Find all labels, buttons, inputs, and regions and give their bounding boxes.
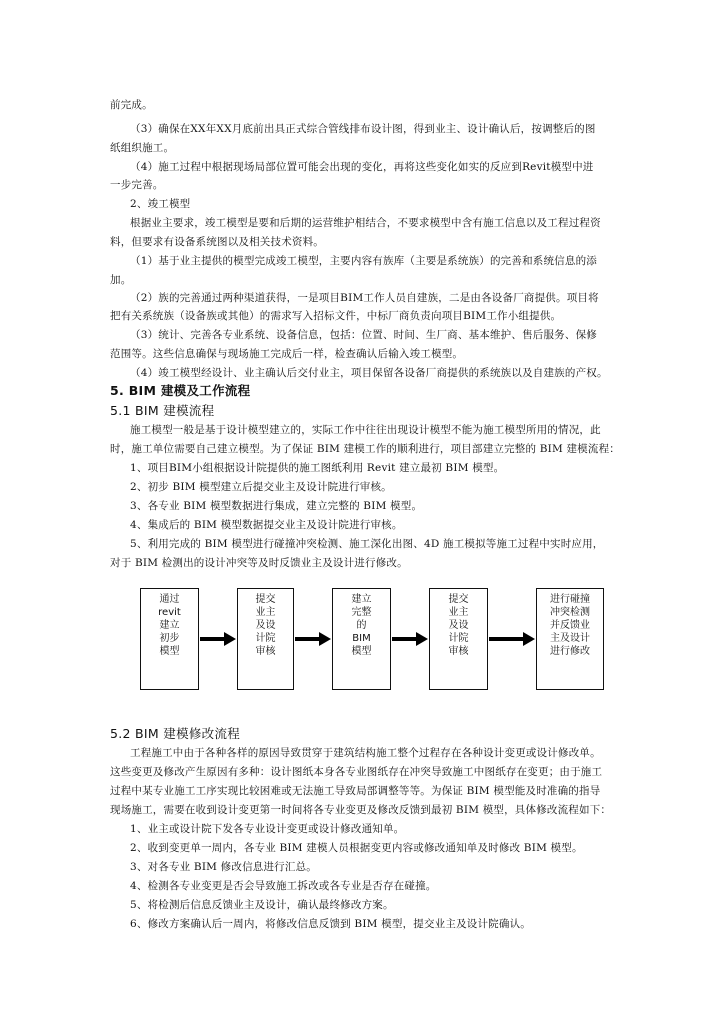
list-item: 2、初步 BIM 模型建立后提交业主及设计院进行审核。 bbox=[130, 481, 392, 493]
list-item: 4、集成后的 BIM 模型数据提交业主及设计院进行审核。 bbox=[130, 519, 403, 531]
flow-box-4: 提交 业主 及设 计院 审核 bbox=[429, 588, 488, 690]
text-line: 料，但要求有设备系统图以及相关技术资料。 bbox=[110, 236, 324, 248]
list-item: 3、对各专业 BIM 修改信息进行汇总。 bbox=[130, 861, 317, 873]
flow-box-2: 提交 业主 及设 计院 审核 bbox=[237, 588, 294, 690]
subheading: 2、竣工模型 bbox=[130, 198, 191, 210]
flow-arrow bbox=[200, 637, 226, 641]
list-item: 5、将检测后信息反馈业主及设计，确认最终修改方案。 bbox=[130, 899, 394, 911]
text-line: 根据业主要求，竣工模型是要和后期的运营维护相结合，不要求模型中含有施工信息以及工程过程资 bbox=[130, 217, 601, 229]
arrowhead-icon bbox=[416, 632, 428, 646]
text-line: （1）基于业主提供的模型完成竣工模型，主要内容有族库（主要是系统族）的完善和系统信息的添 bbox=[130, 255, 597, 267]
list-item: 4、检测各专业变更是否会导致施工拆改或各专业是否存在碰撞。 bbox=[130, 880, 437, 892]
text-line: 施工模型一般是基于设计模型建立的，实际工作中往往出现设计模型不能为施工模型所用的情况，此 bbox=[130, 424, 601, 436]
flow-box-5: 进行碰撞 冲突检测 并反馈业 主及设计 进行修改 bbox=[536, 588, 604, 690]
text-line: 一步完善。 bbox=[110, 179, 164, 191]
text-line: 对于 BIM 检测出的设计冲突等及时反馈业主及设计进行修改。 bbox=[110, 557, 408, 569]
flow-arrow bbox=[392, 637, 418, 641]
arrowhead-icon bbox=[523, 632, 535, 646]
text-line: 前完成。 bbox=[110, 99, 153, 111]
list-item: 5、利用完成的 BIM 模型进行碰撞冲突检测、施工深化出图、4D 施工模拟等施工过程中实时应用， bbox=[130, 538, 604, 550]
text-line: 工程施工中由于各种各样的原因导致贯穿于建筑结构施工整个过程存在各种设计变更或设计修改单。 bbox=[130, 747, 601, 759]
arrowhead-icon bbox=[224, 632, 236, 646]
subsection-heading: 5.1 BIM 建模流程 bbox=[110, 404, 215, 418]
list-item: 1、项目BIM小组根据设计院提供的施工图纸利用 Revit 建立最初 BIM 模型。 bbox=[130, 462, 505, 474]
text-line: （4）竣工模型经设计、业主确认后交付业主，项目保留各设备厂商提供的系统族以及自建族的产权。 bbox=[130, 367, 608, 379]
list-item: 6、修改方案确认后一周内，将修改信息反馈到 BIM 模型，提交业主及设计院确认。 bbox=[130, 918, 531, 930]
text-line: （3）统计、完善各专业系统、设备信息，包括：位置、时间、生厂商、基本维护、售后服务、保修 bbox=[130, 329, 597, 341]
flow-arrow bbox=[489, 637, 525, 641]
text-line: 纸组织施工。 bbox=[110, 142, 175, 154]
section-heading: 5. BIM 建模及工作流程 bbox=[110, 384, 251, 398]
text-line: 时，施工单位需要自己建立模型。为了保证 BIM 建模工作的顺利进行，项目部建立完整的 BIM 建模流程： bbox=[110, 443, 620, 455]
text-line: （2）族的完善通过两种渠道获得，一是项目BIM工作人员自建族，二是由各设备厂商提供。项目将 bbox=[130, 292, 599, 304]
list-item: 1、业主或设计院下发各专业设计变更或设计修改通知单。 bbox=[130, 823, 405, 835]
text-line: 现场施工，需要在收到设计变更第一时间将各专业变更及修改反馈到最初 BIM 模型，具体修改流程如下： bbox=[110, 804, 612, 816]
text-line: 加。 bbox=[110, 274, 132, 286]
text-line: （4）施工过程中根据现场局部位置可能会出现的变化，再将这些变化如实的反应到Revit模型中进 bbox=[130, 161, 594, 173]
text-line: 过程中某专业施工工序实现比较困难或无法施工导致局部调整等等。为保证 BIM 模型能及时准确的指导 bbox=[110, 785, 601, 797]
text-line: 这些变更及修改产生原因有多种：设计图纸本身各专业图纸存在冲突导致施工中图纸存在变更；由于施工 bbox=[110, 766, 603, 778]
arrowhead-icon bbox=[319, 632, 331, 646]
flow-arrow bbox=[295, 637, 321, 641]
flow-box-3: 建立 完整 的 BIM 模型 bbox=[332, 588, 391, 690]
list-item: 2、收到变更单一周内，各专业 BIM 建模人员根据变更内容或修改通知单及时修改 BIM 模型。 bbox=[130, 842, 583, 854]
text-line: 范围等。这些信息确保与现场施工完成后一样，检查确认后输入竣工模型。 bbox=[110, 348, 464, 360]
text-line: （3）确保在XX年XX月底前出具正式综合管线排布设计图，得到业主、设计确认后，按调整后的图 bbox=[130, 123, 596, 135]
text-line: 把有关系统族（设备族或其他）的需求写入招标文件，中标厂商负责向项目BIM工作小组提供。 bbox=[110, 310, 562, 322]
flow-box-1: 通过 revit 建立 初步 模型 bbox=[140, 588, 199, 690]
subsection-heading: 5.2 BIM 建模修改流程 bbox=[110, 727, 241, 741]
list-item: 3、各专业 BIM 模型数据进行集成，建立完整的 BIM 模型。 bbox=[130, 500, 423, 512]
